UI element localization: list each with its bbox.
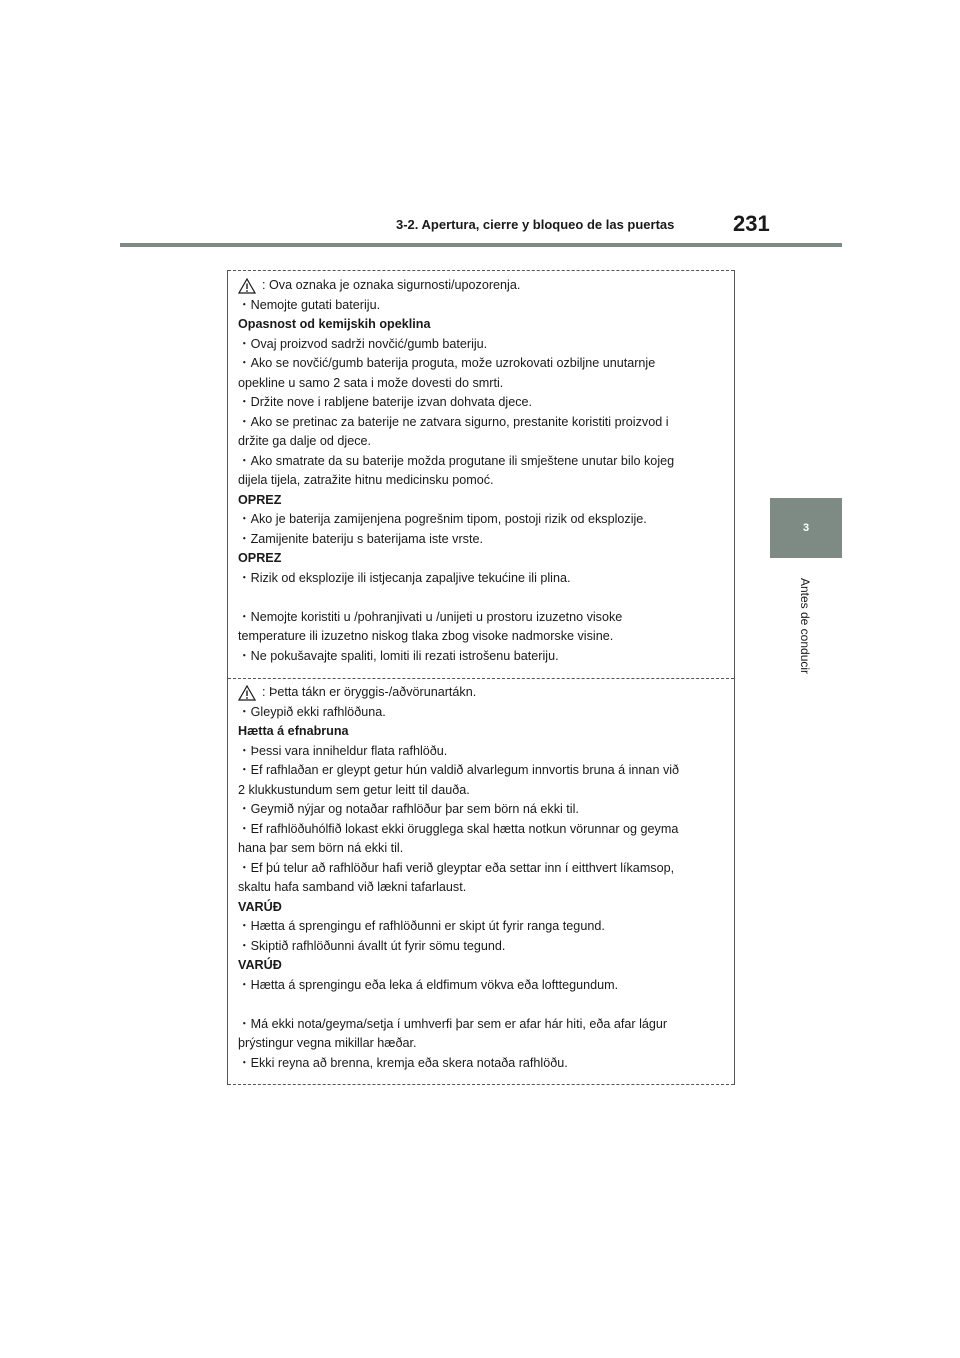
croatian-lines xyxy=(238,296,728,667)
croatian-line: ・Ako se novčić/gumb baterija proguta, može uzrokovati ozbiljne unutarnje xyxy=(238,356,656,370)
header-divider xyxy=(120,243,842,247)
icelandic-line: ・Hætta á sprengingu eða leka á eldfimum vökva eða lofttegundum. xyxy=(238,977,619,992)
croatian-line: Opasnost od kemijskih opeklina xyxy=(238,317,431,331)
croatian-line: držite ga dalje od djece. xyxy=(238,434,372,448)
croatian-line: ・Ako se pretinac za baterije ne zatvara sigurno, prestanite koristiti proizvod i xyxy=(238,414,669,429)
croatian-line: ・Zamijenite bateriju s baterijama iste vrste. xyxy=(238,531,483,546)
warning-triangle-icon xyxy=(238,278,256,294)
croatian-line: OPREZ xyxy=(238,551,282,565)
croatian-line: ・Ako je baterija zamijenjena pogrešnim tipom, postoji rizik od eksplozije. xyxy=(238,512,647,526)
icelandic-line: þrýstingur vegna mikillar hæðar. xyxy=(238,1036,417,1050)
icelandic-line: ・Hætta á sprengingu ef rafhlöðunni er skipt út fyrir ranga tegund. xyxy=(238,919,605,933)
icelandic-intro-text: : Þetta tákn er öryggis-/aðvörunartákn. xyxy=(262,685,477,699)
chapter-label: Antes de conducir xyxy=(798,577,812,675)
croatian-line: ・Ovaj proizvod sadrži novčić/gumb bateriju. xyxy=(238,336,488,351)
icelandic-line: VARÚÐ xyxy=(238,958,282,972)
chapter-number: 3 xyxy=(802,522,810,534)
icelandic-line: skaltu hafa samband við lækni tafarlaust. xyxy=(238,880,467,894)
icelandic-line: ・Ef rafhlaðan er gleypt getur hún valdið alvarlegum innvortis bruna á innan við xyxy=(238,763,680,777)
chapter-tab xyxy=(770,498,842,558)
icelandic-lines xyxy=(238,703,728,1074)
icelandic-line: ・Skiptið rafhlöðunni ávallt út fyrir sömu tegund. xyxy=(238,938,506,953)
icelandic-line: ・Geymið nýjar og notaðar rafhlöður þar sem börn ná ekki til. xyxy=(238,802,579,816)
icelandic-line: ・Ef rafhlöðuhólfið lokast ekki örugglega skal hætta notkun vörunnar og geyma xyxy=(238,821,679,836)
croatian-line: ・Držite nove i rabljene baterije izvan dohvata djece. xyxy=(238,395,533,409)
croatian-intro-text: : Ova oznaka je oznaka sigurnosti/upozorenja. xyxy=(262,278,521,292)
icelandic-line: 2 klukkustundum sem getur leitt til dauða. xyxy=(238,782,470,797)
battery-warning-box xyxy=(227,270,735,1085)
icelandic-line: ・Ef þú telur að rafhlöður hafi verið gleyptar eða settar inn í eitthvert líkamsop, xyxy=(238,860,675,875)
croatian-intro-line xyxy=(238,276,728,296)
croatian-line: opekline u samo 2 sata i može dovesti do smrti. xyxy=(238,375,504,390)
page-number: 231 xyxy=(733,211,770,236)
box-top-border xyxy=(228,270,734,271)
croatian-warning-section xyxy=(238,276,728,666)
box-bottom-border xyxy=(228,1084,734,1085)
croatian-line: OPREZ xyxy=(238,492,282,507)
section-divider xyxy=(228,678,734,679)
icelandic-line: hana þar sem börn ná ekki til. xyxy=(238,841,404,855)
icelandic-line: ・Ekki reyna að brenna, kremja eða skera notaða rafhlöðu. xyxy=(238,1055,568,1070)
croatian-line: ・Ako smatrate da su baterije možda progutane ili smještene unutar bilo kojeg xyxy=(238,453,675,468)
icelandic-line: ・Má ekki nota/geyma/setja í umhverfi þar sem er afar hár hiti, eða afar lágur xyxy=(238,1016,668,1031)
section-title: 3-2. Apertura, cierre y bloqueo de las puertas xyxy=(396,217,675,232)
icelandic-line: ・Gleypið ekki rafhlöðuna. xyxy=(238,704,386,719)
croatian-line: ・Nemojte koristiti u /pohranjivati u /unijeti u prostoru izuzetno visoke xyxy=(238,609,623,624)
croatian-line: ・Rizik od eksplozije ili istjecanja zapaljive tekućine ili plina. xyxy=(238,570,571,585)
icelandic-line xyxy=(238,995,728,1015)
icelandic-line: VARÚÐ xyxy=(238,899,282,914)
icelandic-line: ・Þessi vara inniheldur flata rafhlöðu. xyxy=(238,743,448,758)
croatian-line xyxy=(238,588,728,608)
icelandic-line: Hætta á efnabruna xyxy=(238,724,349,738)
croatian-line: ・Nemojte gutati bateriju. xyxy=(238,297,381,312)
icelandic-warning-section xyxy=(238,683,728,1073)
croatian-line: temperature ili izuzetno niskog tlaka zbog visoke nadmorske visine. xyxy=(238,629,614,643)
croatian-line: ・Ne pokušavajte spaliti, lomiti ili rezati istrošenu bateriju. xyxy=(238,648,559,663)
chapter-label-container xyxy=(790,566,820,686)
warning-triangle-icon xyxy=(238,685,256,701)
croatian-line: dijela tijela, zatražite hitnu medicinsku pomoć. xyxy=(238,473,494,487)
icelandic-intro-line xyxy=(238,683,728,703)
